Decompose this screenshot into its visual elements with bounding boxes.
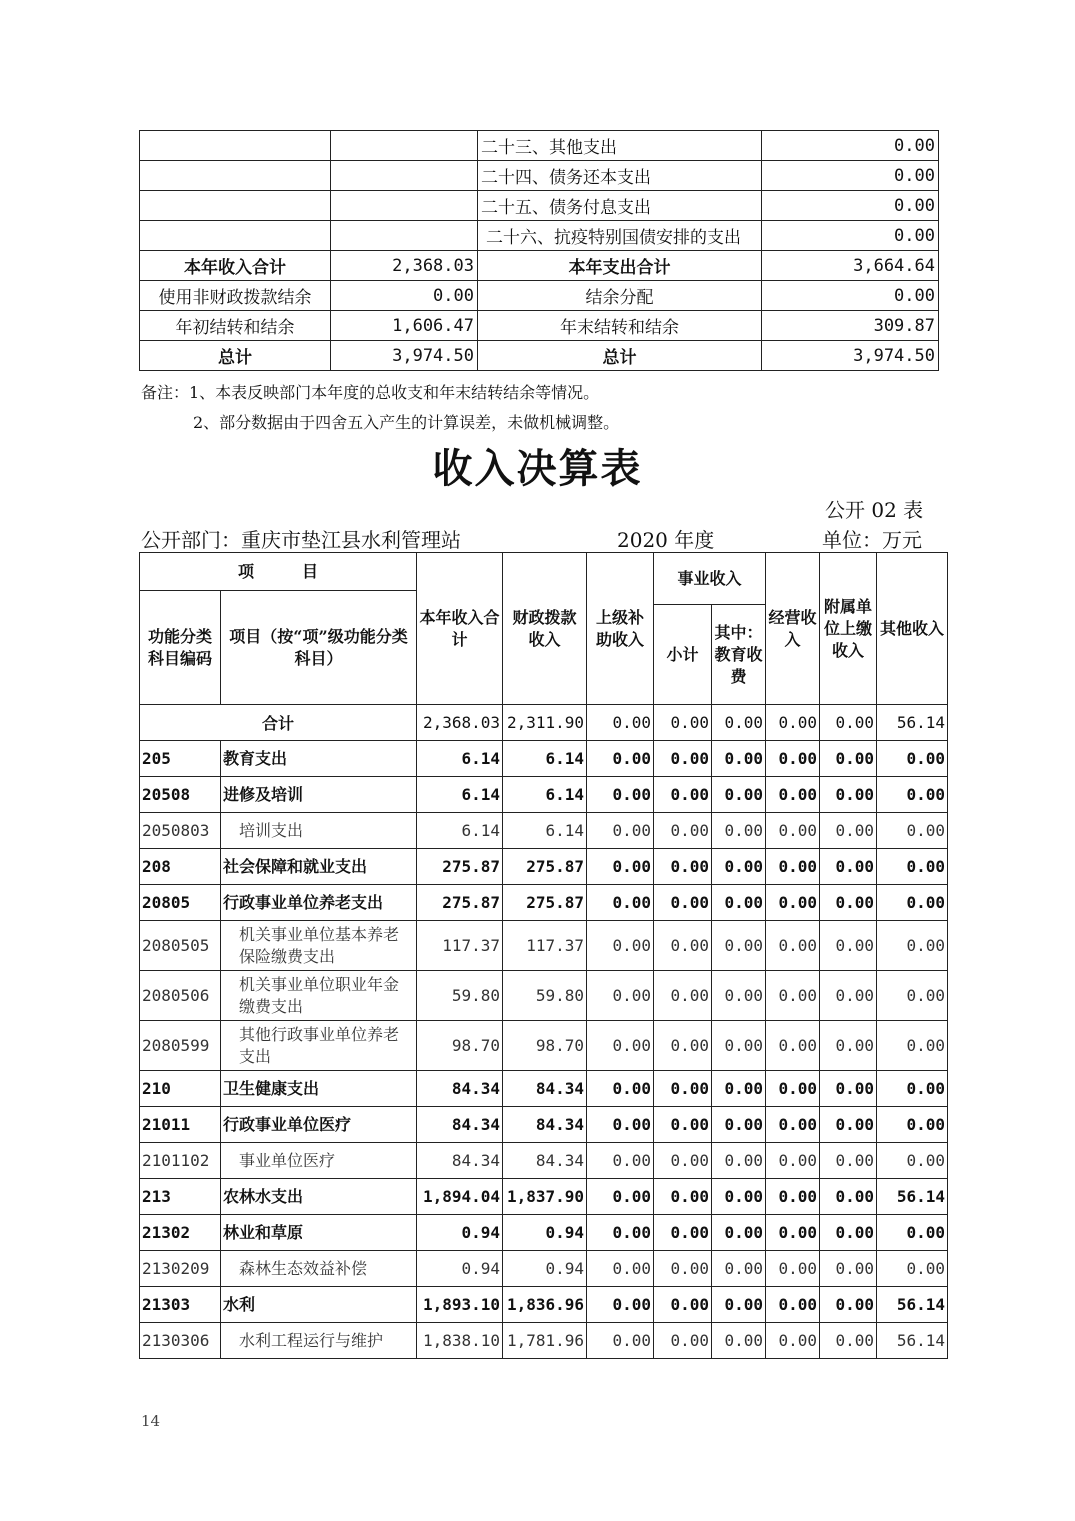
header-operating: 经营收入	[766, 553, 820, 705]
income-value: 0.00	[766, 741, 820, 777]
total-row	[140, 705, 948, 741]
function-code: 2130209	[140, 1251, 221, 1287]
income-value: 6.14	[503, 777, 587, 813]
expense-label: 二十三、其他支出	[478, 131, 762, 161]
income-value: 0.00	[712, 885, 766, 921]
table-row	[140, 161, 939, 191]
summary-right-label: 总计	[478, 341, 762, 371]
income-value: 6.14	[417, 741, 503, 777]
function-name: 事业单位医疗	[221, 1143, 417, 1179]
income-value: 0.00	[877, 921, 948, 971]
income-value: 275.87	[417, 849, 503, 885]
income-value: 0.00	[766, 971, 820, 1021]
income-value: 0.00	[712, 1251, 766, 1287]
income-expense-summary-table	[139, 130, 939, 371]
income-value: 0.00	[654, 1215, 712, 1251]
function-name: 机关事业单位职业年金缴费支出	[221, 971, 417, 1021]
expense-value: 0.00	[762, 161, 939, 191]
income-value: 0.00	[877, 777, 948, 813]
income-value: 0.00	[712, 813, 766, 849]
income-value: 0.00	[712, 1323, 766, 1359]
summary-left-label: 使用非财政拨款结余	[140, 281, 331, 311]
income-value: 275.87	[503, 849, 587, 885]
income-value: 0.00	[587, 1179, 654, 1215]
fiscal-year: 2020 年度	[617, 528, 715, 552]
summary-left-label: 本年收入合计	[140, 251, 331, 281]
table-row	[140, 1323, 948, 1359]
function-name: 农林水支出	[221, 1179, 417, 1215]
table-row	[140, 191, 939, 221]
income-value: 0.00	[587, 1143, 654, 1179]
function-code: 208	[140, 849, 221, 885]
income-value: 0.00	[712, 971, 766, 1021]
expense-value: 0.00	[762, 221, 939, 251]
income-value: 0.00	[654, 849, 712, 885]
header-code: 功能分类科目编码	[140, 591, 221, 705]
income-value: 84.34	[503, 1143, 587, 1179]
income-value: 0.00	[820, 885, 877, 921]
income-value: 0.94	[417, 1215, 503, 1251]
total-value: 56.14	[877, 705, 948, 741]
empty-cell	[140, 221, 331, 251]
income-value: 98.70	[503, 1021, 587, 1071]
income-value: 0.94	[503, 1215, 587, 1251]
income-value: 0.00	[820, 1179, 877, 1215]
function-code: 205	[140, 741, 221, 777]
empty-cell	[331, 131, 478, 161]
unit-label: 单位：万元	[822, 528, 922, 552]
income-value: 0.00	[820, 849, 877, 885]
summary-row	[140, 251, 939, 281]
income-value: 0.94	[503, 1251, 587, 1287]
table-row	[140, 1021, 948, 1071]
total-label: 合计	[140, 705, 417, 741]
function-code: 20805	[140, 885, 221, 921]
summary-right-value: 0.00	[762, 281, 939, 311]
income-value: 6.14	[503, 741, 587, 777]
summary-right-value: 309.87	[762, 311, 939, 341]
income-value: 6.14	[417, 777, 503, 813]
income-value: 0.00	[766, 777, 820, 813]
table-row	[140, 1143, 948, 1179]
income-value: 0.00	[820, 1107, 877, 1143]
header-subtotal: 小计	[654, 605, 712, 705]
expense-label: 二十四、债务还本支出	[478, 161, 762, 191]
income-value: 0.94	[417, 1251, 503, 1287]
empty-cell	[140, 131, 331, 161]
expense-value: 0.00	[762, 131, 939, 161]
income-value: 0.00	[712, 1071, 766, 1107]
table-row	[140, 741, 948, 777]
table-row	[140, 849, 948, 885]
income-value: 0.00	[712, 777, 766, 813]
income-value: 0.00	[587, 813, 654, 849]
income-value: 0.00	[820, 1323, 877, 1359]
income-value: 98.70	[417, 1021, 503, 1071]
income-value: 0.00	[587, 849, 654, 885]
total-value: 0.00	[654, 705, 712, 741]
function-name: 行政事业单位养老支出	[221, 885, 417, 921]
income-value: 56.14	[877, 1323, 948, 1359]
income-value: 0.00	[654, 1287, 712, 1323]
income-value: 0.00	[654, 971, 712, 1021]
income-value: 0.00	[587, 921, 654, 971]
income-table-body	[140, 705, 948, 1359]
income-value: 0.00	[587, 777, 654, 813]
table-row	[140, 221, 939, 251]
income-value: 0.00	[654, 1323, 712, 1359]
income-value: 84.34	[417, 1071, 503, 1107]
total-value: 0.00	[820, 705, 877, 741]
income-value: 0.00	[712, 1021, 766, 1071]
header-total: 本年收入合计	[417, 553, 503, 705]
function-code: 213	[140, 1179, 221, 1215]
income-value: 0.00	[820, 1215, 877, 1251]
function-code: 2101102	[140, 1143, 221, 1179]
function-name: 森林生态效益补偿	[221, 1251, 417, 1287]
page-title: 收入决算表	[432, 445, 643, 492]
function-name: 水利工程运行与维护	[221, 1323, 417, 1359]
income-value: 0.00	[820, 777, 877, 813]
function-name: 行政事业单位医疗	[221, 1107, 417, 1143]
summary-table-body	[140, 131, 939, 371]
table-row	[140, 885, 948, 921]
income-value: 0.00	[877, 971, 948, 1021]
summary-left-value: 2,368.03	[331, 251, 478, 281]
income-value: 0.00	[877, 1215, 948, 1251]
summary-right-value: 3,664.64	[762, 251, 939, 281]
expense-label: 二十六、抗疫特别国债安排的支出	[478, 221, 762, 251]
table-row	[140, 921, 948, 971]
income-value: 0.00	[587, 1323, 654, 1359]
summary-right-label: 本年支出合计	[478, 251, 762, 281]
income-value: 0.00	[877, 813, 948, 849]
function-name: 卫生健康支出	[221, 1071, 417, 1107]
income-value: 59.80	[417, 971, 503, 1021]
income-value: 0.00	[877, 1143, 948, 1179]
function-code: 210	[140, 1071, 221, 1107]
function-code: 2080505	[140, 921, 221, 971]
income-value: 0.00	[766, 1323, 820, 1359]
table-row	[140, 971, 948, 1021]
income-value: 0.00	[766, 1287, 820, 1323]
function-code: 21302	[140, 1215, 221, 1251]
income-value: 0.00	[766, 1215, 820, 1251]
income-value: 0.00	[820, 1143, 877, 1179]
income-value: 0.00	[712, 741, 766, 777]
income-value: 0.00	[712, 1107, 766, 1143]
table-row	[140, 777, 948, 813]
income-value: 117.37	[417, 921, 503, 971]
summary-left-value: 0.00	[331, 281, 478, 311]
total-value: 0.00	[712, 705, 766, 741]
table-row	[140, 1287, 948, 1323]
function-name: 林业和草原	[221, 1215, 417, 1251]
income-value: 0.00	[712, 1215, 766, 1251]
header-name: 项目（按“项”级功能分类科目）	[221, 591, 417, 705]
empty-cell	[331, 191, 478, 221]
income-value: 0.00	[587, 1107, 654, 1143]
income-table	[139, 552, 948, 1359]
income-value: 0.00	[877, 1071, 948, 1107]
total-value: 2,368.03	[417, 705, 503, 741]
income-value: 0.00	[712, 921, 766, 971]
header-project: 项 目	[140, 553, 417, 591]
department-label: 公开部门：重庆市垫江县水利管理站	[141, 528, 461, 552]
summary-left-value: 3,974.50	[331, 341, 478, 371]
income-value: 0.00	[820, 741, 877, 777]
income-value: 1,837.90	[503, 1179, 587, 1215]
income-value: 0.00	[587, 741, 654, 777]
income-value: 0.00	[587, 1251, 654, 1287]
income-value: 0.00	[587, 1215, 654, 1251]
income-value: 0.00	[766, 849, 820, 885]
income-value: 117.37	[503, 921, 587, 971]
empty-cell	[140, 191, 331, 221]
income-value: 0.00	[654, 1179, 712, 1215]
income-value: 84.34	[417, 1143, 503, 1179]
form-code: 公开 02 表	[825, 498, 924, 522]
income-value: 56.14	[877, 1287, 948, 1323]
income-value: 0.00	[654, 1107, 712, 1143]
income-value: 0.00	[712, 1287, 766, 1323]
income-value: 0.00	[587, 1071, 654, 1107]
empty-cell	[140, 161, 331, 191]
income-value: 0.00	[712, 1179, 766, 1215]
income-value: 84.34	[503, 1107, 587, 1143]
function-code: 20508	[140, 777, 221, 813]
income-value: 0.00	[820, 1071, 877, 1107]
header-affiliated: 附属单位上缴收入	[820, 553, 877, 705]
income-value: 0.00	[654, 921, 712, 971]
function-name: 机关事业单位基本养老保险缴费支出	[221, 921, 417, 971]
table-row	[140, 1179, 948, 1215]
income-value: 0.00	[654, 1143, 712, 1179]
income-value: 1,836.96	[503, 1287, 587, 1323]
header-superior: 上级补助收入	[587, 553, 654, 705]
income-table-header	[140, 553, 948, 705]
summary-left-value: 1,606.47	[331, 311, 478, 341]
income-value: 0.00	[766, 1107, 820, 1143]
income-value: 0.00	[766, 1143, 820, 1179]
empty-cell	[331, 221, 478, 251]
function-name: 水利	[221, 1287, 417, 1323]
header-other: 其他收入	[877, 553, 948, 705]
function-code: 2130306	[140, 1323, 221, 1359]
income-value: 0.00	[587, 885, 654, 921]
income-value: 0.00	[877, 849, 948, 885]
header-business: 事业收入	[654, 553, 766, 605]
page-number: 14	[141, 1412, 161, 1430]
summary-row	[140, 341, 939, 371]
income-value: 1,838.10	[417, 1323, 503, 1359]
income-value: 0.00	[587, 1021, 654, 1071]
income-value: 0.00	[654, 885, 712, 921]
income-value: 0.00	[712, 849, 766, 885]
total-value: 0.00	[587, 705, 654, 741]
income-value: 0.00	[654, 741, 712, 777]
income-value: 0.00	[820, 1021, 877, 1071]
note-line-2: 2、部分数据由于四舍五入产生的计算误差，未做机械调整。	[193, 413, 620, 432]
income-value: 1,894.04	[417, 1179, 503, 1215]
income-value: 0.00	[877, 741, 948, 777]
income-value: 0.00	[766, 1251, 820, 1287]
total-value: 2,311.90	[503, 705, 587, 741]
income-value: 0.00	[820, 921, 877, 971]
income-value: 0.00	[820, 1287, 877, 1323]
table-row	[140, 813, 948, 849]
income-value: 0.00	[654, 1251, 712, 1287]
function-name: 进修及培训	[221, 777, 417, 813]
income-value: 0.00	[654, 1021, 712, 1071]
income-value: 0.00	[877, 1251, 948, 1287]
income-value: 0.00	[877, 1107, 948, 1143]
summary-right-value: 3,974.50	[762, 341, 939, 371]
income-value: 1,893.10	[417, 1287, 503, 1323]
summary-right-label: 年末结转和结余	[478, 311, 762, 341]
income-value: 0.00	[766, 813, 820, 849]
function-name: 培训支出	[221, 813, 417, 849]
income-value: 6.14	[417, 813, 503, 849]
summary-left-label: 总计	[140, 341, 331, 371]
income-value: 84.34	[503, 1071, 587, 1107]
function-code: 2050803	[140, 813, 221, 849]
income-value: 0.00	[587, 1287, 654, 1323]
summary-row	[140, 311, 939, 341]
income-value: 59.80	[503, 971, 587, 1021]
summary-left-label: 年初结转和结余	[140, 311, 331, 341]
income-value: 0.00	[766, 1021, 820, 1071]
header-education-fee: 其中：教育收费	[712, 605, 766, 705]
income-value: 0.00	[766, 885, 820, 921]
function-code: 21303	[140, 1287, 221, 1323]
table-row	[140, 1107, 948, 1143]
function-code: 21011	[140, 1107, 221, 1143]
income-value: 0.00	[766, 1179, 820, 1215]
income-value: 0.00	[587, 971, 654, 1021]
table-row	[140, 1071, 948, 1107]
function-code: 2080506	[140, 971, 221, 1021]
income-value: 0.00	[766, 921, 820, 971]
income-value: 275.87	[417, 885, 503, 921]
function-name: 教育支出	[221, 741, 417, 777]
income-value: 0.00	[654, 1071, 712, 1107]
note-line-1: 备注：1、本表反映部门本年度的总收支和年末结转结余等情况。	[141, 383, 600, 402]
expense-value: 0.00	[762, 191, 939, 221]
income-value: 6.14	[503, 813, 587, 849]
table-row	[140, 131, 939, 161]
income-value: 0.00	[712, 1143, 766, 1179]
summary-right-label: 结余分配	[478, 281, 762, 311]
function-code: 2080599	[140, 1021, 221, 1071]
table-row	[140, 1251, 948, 1287]
income-value: 0.00	[820, 1251, 877, 1287]
income-value: 0.00	[820, 813, 877, 849]
table-row	[140, 1215, 948, 1251]
empty-cell	[331, 161, 478, 191]
summary-row	[140, 281, 939, 311]
income-value: 0.00	[654, 813, 712, 849]
expense-label: 二十五、债务付息支出	[478, 191, 762, 221]
income-value: 0.00	[877, 885, 948, 921]
total-value: 0.00	[766, 705, 820, 741]
income-value: 84.34	[417, 1107, 503, 1143]
income-value: 1,781.96	[503, 1323, 587, 1359]
function-name: 社会保障和就业支出	[221, 849, 417, 885]
header-fiscal: 财政拨款收入	[503, 553, 587, 705]
income-value: 0.00	[820, 971, 877, 1021]
income-value: 0.00	[877, 1021, 948, 1071]
income-value: 56.14	[877, 1179, 948, 1215]
income-value: 0.00	[654, 777, 712, 813]
function-name: 其他行政事业单位养老支出	[221, 1021, 417, 1071]
income-value: 0.00	[766, 1071, 820, 1107]
income-value: 275.87	[503, 885, 587, 921]
